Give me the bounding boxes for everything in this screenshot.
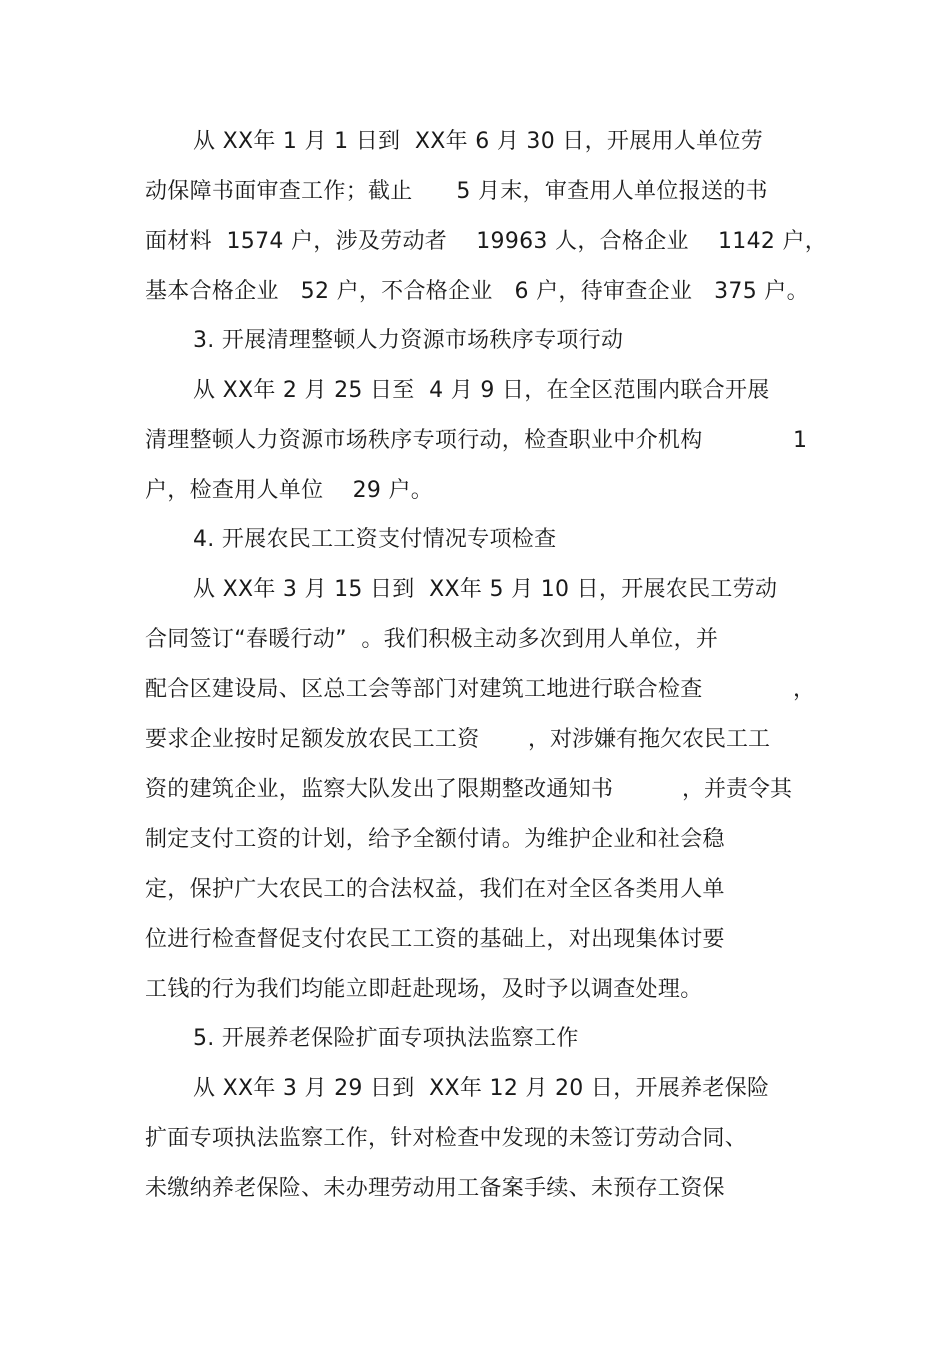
paragraph-line: 从 XX年 3 月 29 日到 XX年 12 月 20 日，开展养老保险: [193, 1076, 770, 1101]
paragraph-line-tail: ，: [793, 677, 816, 702]
paragraph-line: 要求企业按时足额发放农民工工资: [145, 727, 480, 752]
paragraph-line: 定，保护广大农民工的合法权益，我们在对全区各类用人单: [145, 877, 725, 902]
paragraph-line: 从 XX年 1 月 1 日到 XX年 6 月 30 日，开展用人单位劳: [193, 129, 763, 154]
paragraph-line: 合同签订“春暖行动” 。我们积极主动多次到用人单位，并: [145, 627, 719, 652]
paragraph-line-tail: ，并责令其: [682, 777, 793, 802]
paragraph-line: 制定支付工资的计划，给予全额付请。为维护企业和社会稳: [145, 827, 725, 852]
paragraph-line: 资的建筑企业，监察大队发出了限期整改通知书: [145, 777, 614, 802]
paragraph-line: 清理整顿人力资源市场秩序专项行动，检查职业中介机构: [145, 428, 703, 453]
paragraph-line-tail: 1: [793, 428, 807, 453]
paragraph-line: 动保障书面审查工作；截止 5 月末，审查用人单位报送的书: [145, 179, 768, 204]
paragraph-line: 位进行检查督促支付农民工工资的基础上，对出现集体讨要: [145, 927, 725, 952]
paragraph-line: 面材料 1574 户，涉及劳动者 19963 人，合格企业 1142 户，: [145, 229, 828, 254]
section-heading: 3. 开展清理整顿人力资源市场秩序专项行动: [193, 328, 624, 353]
paragraph-line: 扩面专项执法监察工作，针对检查中发现的未签订劳动合同、: [145, 1126, 748, 1151]
paragraph-line: 工钱的行为我们均能立即赶赴现场，及时予以调查处理。: [145, 977, 703, 1002]
paragraph-line-tail: ，对涉嫌有拖欠农民工工: [528, 727, 771, 752]
section-heading: 4. 开展农民工工资支付情况专项检查: [193, 527, 557, 552]
paragraph-line: 配合区建设局、区总工会等部门对建筑工地进行联合检查: [145, 677, 703, 702]
paragraph-line: 从 XX年 2 月 25 日至 4 月 9 日，在全区范围内联合开展: [193, 378, 770, 403]
paragraph-line: 户，检查用人单位 29 户。: [145, 478, 434, 503]
paragraph-line: 基本合格企业 52 户，不合格企业 6 户，待审查企业 375 户。: [145, 279, 809, 304]
section-heading: 5. 开展养老保险扩面专项执法监察工作: [193, 1026, 579, 1051]
paragraph-line: 从 XX年 3 月 15 日到 XX年 5 月 10 日，开展农民工劳动: [193, 577, 778, 602]
paragraph-line: 未缴纳养老保险、未办理劳动用工备案手续、未预存工资保: [145, 1176, 725, 1201]
